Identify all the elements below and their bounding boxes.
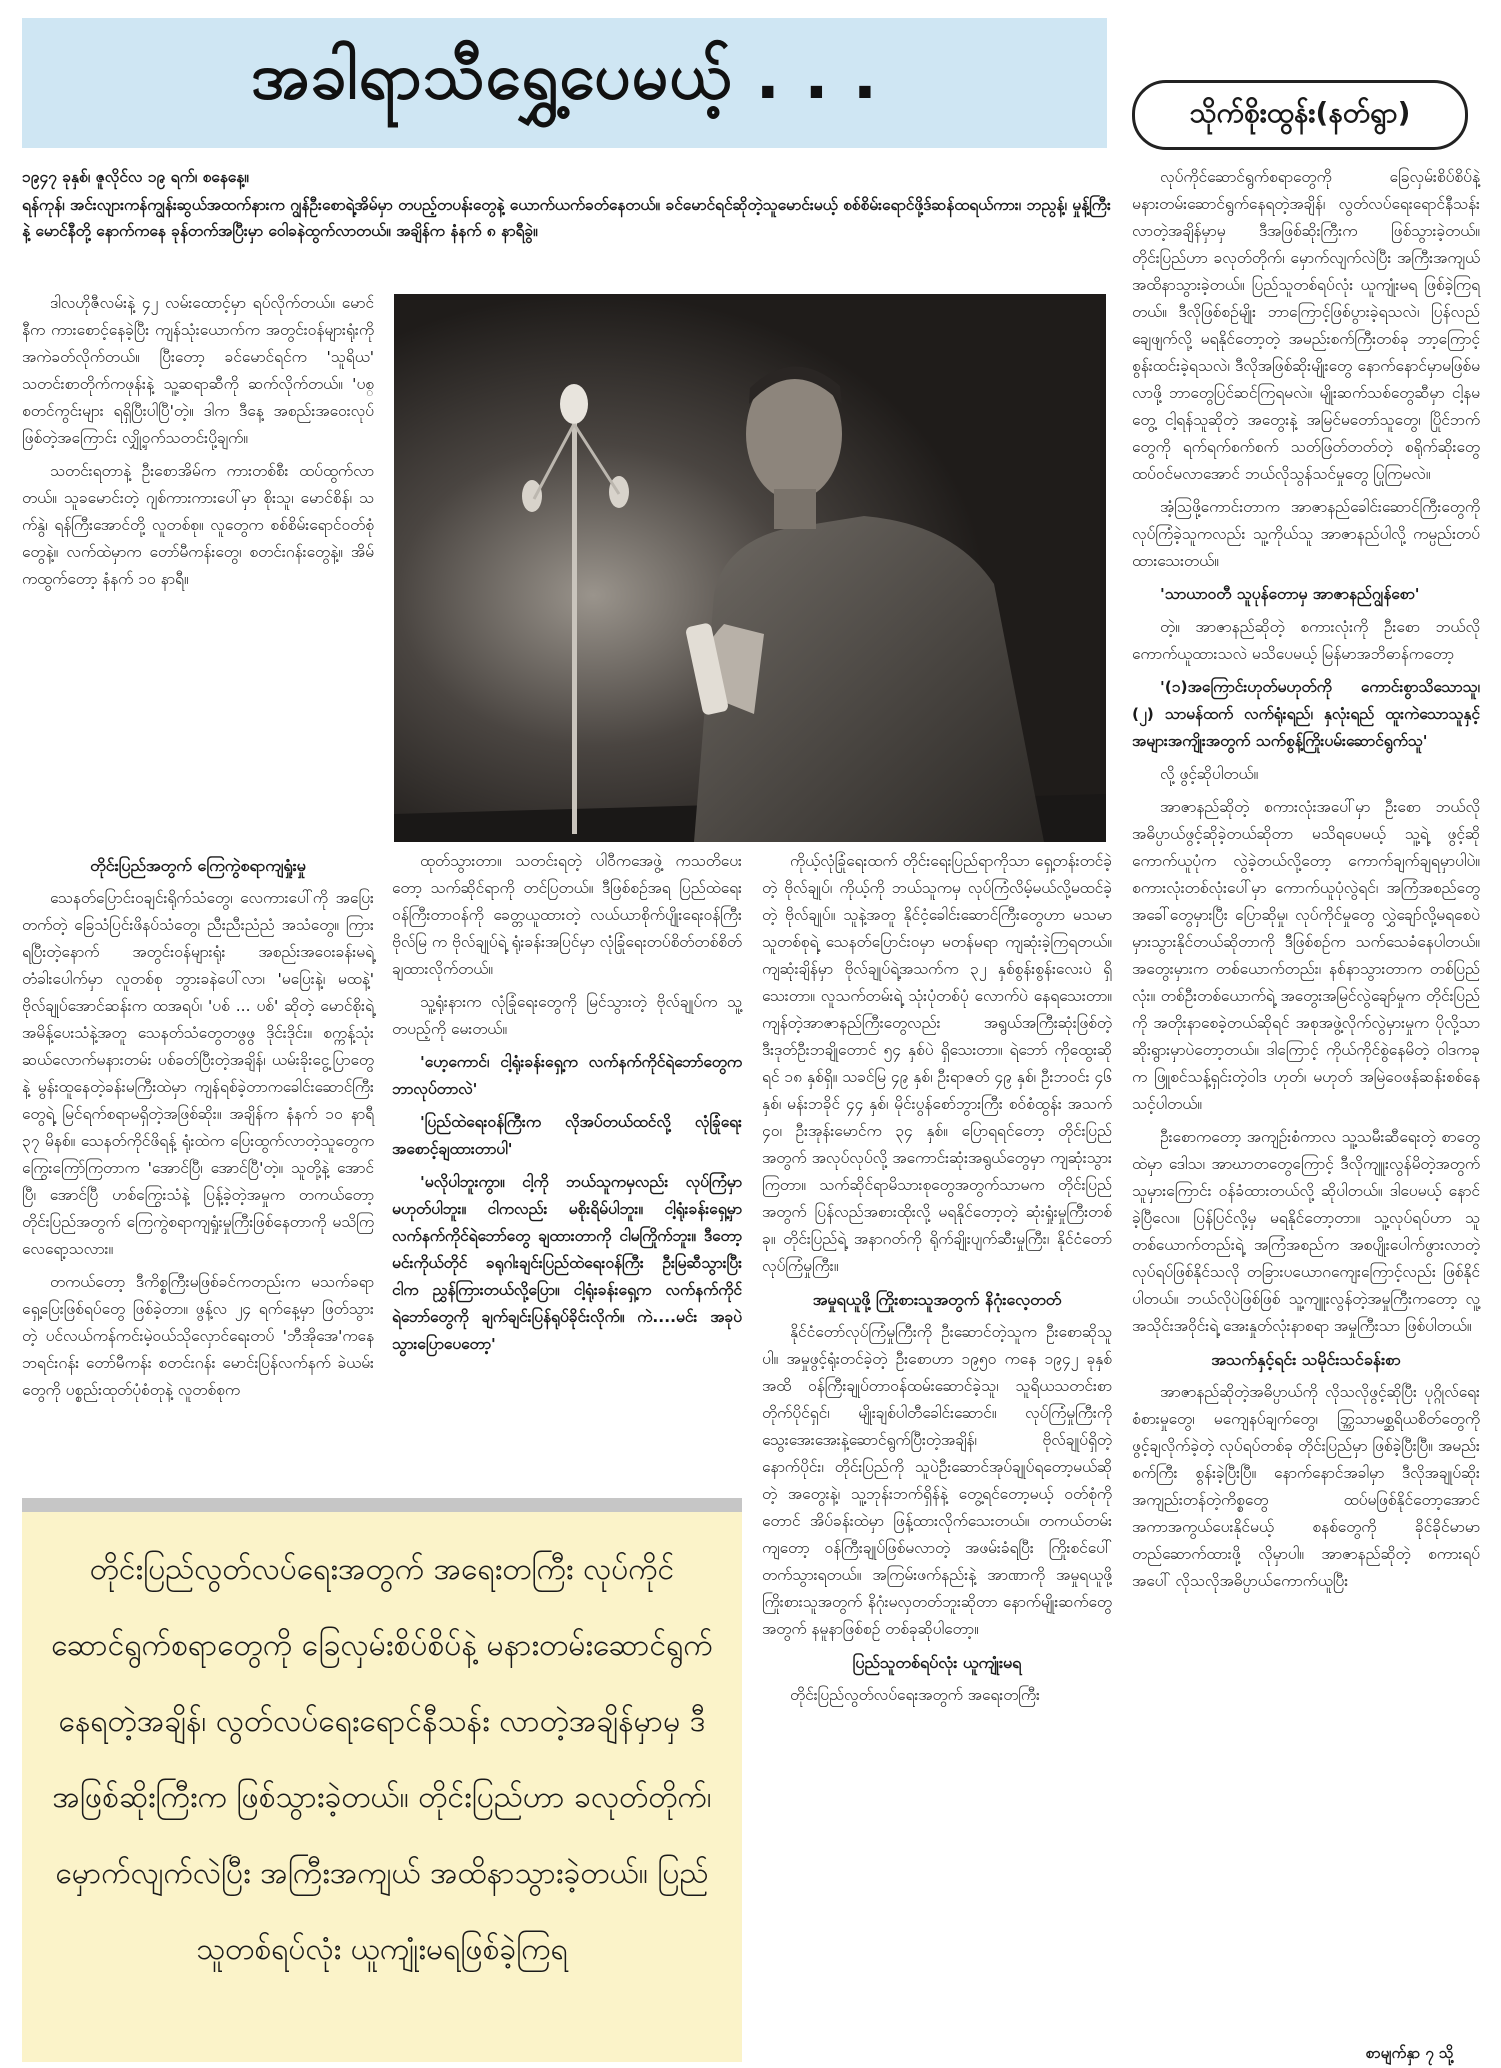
col1-paragraph-3: သေနတ်ပြောင်းဝချင်းရိုက်သံတွေ၊ လေကားပေါ်ကို အပြေးတက်တဲ့ ခြေသံပြင်းဖိနပ်သံတွေ၊ ညီးညီးညံညံ အသံတွေ။ ကြားရပြီးတဲ့နောက် အတွင်းဝန်များရုံး အစည်းအဝေးခန်းမရဲ့ တံခါးပေါက်မှာ လူတစ်စု ဘွားခနဲပေါ်လာ၊ 'မပြေးနဲ့၊ မထနဲ့' ဗိုလ်ချုပ်အောင်ဆန်းက ထအရပ်၊ 'ပစ် ... ပစ်' ဆိုတဲ့ မောင်စိုးရဲ့ အမိန့်ပေးသံနဲ့အတူ သေနတ်သံတွေတဖွဖွ ဒိုင်းဒိုင်း။ စက္ကန့်သုံးဆယ်လောက်မနားတမ်း ပစ်ခတ်ပြီးတဲ့အချိန်၊ ယမ်းခိုးငွေ့ပြာတွေနဲ့ မွန်းထူနေတဲ့ခန်းမကြီးထဲမှာ ကျန်ရစ်ခဲ့တာကခေါင်းဆောင်ကြီးတွေရဲ့ မြင်ရက်စရာမရှိတဲ့အဖြစ်ဆိုး။ အချိန်က နံနက် ၁၀ နာရီ ၃၇ မိနစ်။ သေနတ်ကိုင်ဖိရန့် ရုံးထဲက ပြေးထွက်လာတဲ့သူတွေက ကြွေးကြော်ကြတာက 'အောင်ပြီ၊ အောင်ပြီ'တဲ့။ သူတို့နဲ့ အောင်ပြီ၊ အောင်ပြီ ဟစ်ကြွေးသံနဲ့ ပြန့်ခဲ့တဲ့အမှုက တကယ်တော့ တိုင်းပြည်အတွက် ကြေကွဲစရာကျရှုံးမှုကြီးဖြစ်နေတာကို မသိကြလေရော့သလား။ xyxy=(22,889,374,1258)
pull-quote-text: တိုင်းပြည်လွတ်လပ်ရေးအတွက် အရေးတကြီး လုပ်ကိုင်ဆောင်ရွက်စရာတွေကို ခြေလှမ်းစိပ်စိပ်နဲ့ မနားတမ်းဆောင်ရွက်နေရတဲ့အချိန်၊ လွတ်လပ်ရေးရောင်နီသန်း လာတဲ့အချိန်မှာမှ ဒီအဖြစ်ဆိုးကြီးက ဖြစ်သွားခဲ့တယ်။ တိုင်းပြည်ဟာ ခလုတ်တိုက်၊ မှောက်လျက်လဲပြီး အကြီးအကျယ် အထိနာသွားခဲ့တယ်။ ပြည်သူတစ်ရပ်လုံး ယူကျုံးမရဖြစ်ခဲ့ကြရ xyxy=(51,1552,713,1967)
column-3 xyxy=(762,848,1112,1715)
col3-paragraph-1: ကိုယ့်လုံခြုံရေးထက် တိုင်းရေးပြည်ရာကိုသာ ရှေ့တန်းတင်ခဲ့တဲ့ ဗိုလ်ချုပ်၊ ကိုယ့်ကို ဘယ်သူကမှ လုပ်ကြံလိမ့်မယ်လို့မထင်ခဲ့တဲ့ ဗိုလ်ချုပ်။ သူနဲ့အတူ နိုင်ငံ့ခေါင်းဆောင်ကြီးတွေဟာ မသမာသူတစ်စုရဲ့ သေနတ်ပြောင်းဝမှာ မတန်မရာ ကျဆုံးခဲ့ကြရတယ်။ ကျဆုံးချိန်မှာ ဗိုလ်ချုပ်ရဲ့အသက်က ၃၂ နှစ်စွန်းစွန်းလေးပဲ ရှိသေးတာ။ လူသက်တမ်းရဲ့ သုံးပုံတစ်ပုံ လောက်ပဲ နေရသေးတာ။ ကျန်တဲ့အာဇာနည်ကြီးတွေလည်း အရွယ်အကြီးဆုံးဖြစ်တဲ့ ဒီးဒုတ်ဦးဘချိုတောင် ၅၄ နှစ်ပဲ ရှိသေးတာ။ ရဲဘော် ကိုထွေးဆိုရင် ၁၈ နှစ်ရှိ။ သခင်မြ ၄၉ နှစ်၊ ဦးရာဇတ် ၄၉ နှစ်၊ ဦးဘဝင်း ၄၆ နှစ်၊ မန်းဘခိုင် ၄၄ နှစ်၊ မိုင်းပွန်စော်ဘွားကြီး စဝ်စံထွန်း အသက် ၄၀၊ ဦးအုန်းမောင်က ၃၄ နှစ်။ ပြောရရင်တော့ တိုင်းပြည်အတွက် အလုပ်လုပ်လို့ အကောင်းဆုံးအရွယ်တွေမှာ ကျဆုံးသွားကြတာ။ သက်ဆိုင်ရာမိသားစုတွေအတွက်သာမက တိုင်းပြည်အတွက် ပြန်လည်အစားထိုးလို့ မရနိုင်တော့တဲ့ ဆုံးရှုံးမှုကြီးတစ်ခု။ တိုင်းပြည်ရဲ့ အနာဂတ်ကို ရိုက်ချိုးပျက်ဆီးမှုကြီး၊ နိုင်ငံတော်လုပ်ကြံမှုကြီး။ xyxy=(762,852,1112,1275)
col4-quote-2: '(၁)အကြောင်းဟုတ်မဟုတ်ကို ကောင်းစွာသိသောသူ၊ (၂) သာမန်ထက် လက်ရုံးရည်၊ နှလုံးရည် ထူးကဲသောသူနှင့် အများအကျိုးအတွက် သက်စွန့်ကြိုးပမ်းဆောင်ရွက်သူ' xyxy=(1132,678,1480,750)
col2-paragraph-2: သူ့ရုံးနားက လုံခြုံရေးတွေကို မြင်သွားတဲ့ ဗိုလ်ချုပ်က သူ့တပည့်ကို မေးတယ်။ xyxy=(392,993,742,1038)
historical-photo xyxy=(394,294,1106,842)
col4-paragraph-7: အာဇာနည်ဆိုတဲ့အဓိပ္ပာယ်ကို လိုသလိုဖွင့်ဆိုပြီး ပုဂ္ဂိုလ်ရေးစံစားမှုတွေ၊ မကျေနပ်ချက်တွေ၊ ဘ္ကြသာမစ္ဆရိယစိတ်တွေကို ဖွင့်ချလိုက်ခဲ့တဲ့ လုပ်ရပ်တစ်ခု တိုင်းပြည်မှာ ဖြစ်ခဲ့ပြီးပြီ။ အမည်းစက်ကြီး စွန်းခဲ့ပြီးပြီ။ နောက်နောင်အခါမှာ ဒီလိုအချုပ်ဆိုးအကျည်းတန်တဲ့ကိစ္စတွေ ထပ်မဖြစ်နိုင်တော့အောင် အကာအကွယ်ပေးနိုင်မယ့် စနစ်တွေကို ခိုင်ခိုင်မာမာတည်ဆောက်ထားဖို့ လိုမှာပါ။ အာဇာနည်ဆိုတဲ့ စကားရပ်အပေါ် လိုသလိုအဓိပ္ပာယ်ကောက်ယူပြီး xyxy=(1132,1383,1480,1590)
col2-quote-3: 'မလိုပါဘူးကွာ။ ငါ့ကို ဘယ်သူကမှလည်း လုပ်ကြံမှာမဟုတ်ပါဘူး။ ငါကလည်း မစိုးရိမ်ပါဘူး။ ငါ့ရုံးခန်းရှေ့မှာ လက်နက်ကိုင်ရဲဘော်တွေ ချထားတာကို ငါမကြိုက်ဘူး။ ဒီတော့ မင်းကိုယ်တိုင် ခရုဂါးချင်းပြည်ထဲရေးဝန်ကြီး ဦးမြဆီသွားပြီး ငါက ညွှန်ကြားတယ်လို့ပြော။ ငါ့ရုံးခန်းရှေ့က လက်နက်ကိုင် ရဲဘော်တွေကို ချက်ချင်းပြန်ရုပ်ခိုင်းလိုက်။ ကဲ....မင်း အခုပဲ သွားပြောပေတော့' xyxy=(392,1173,742,1353)
col4-paragraph-6: ဦးစောကတော့ အကျဉ်းစံကာလ သူ့သမီးဆီရေးတဲ့ စာတွေထဲမှာ ဒေါသ၊ အာဃာတတွေကြောင့် ဒီလိုကျူးလွန်မိတဲ့အတွက် သူမှားကြောင်း ဝန်ခံထားတယ်လို့ ဆိုပါတယ်။ ဒါပေမယ့် နောင်ခဲ့ပြီလေ။ ပြန်ပြင်လို့မှ မရနိုင်တော့တာ။ သူ့လုပ်ရပ်ဟာ သူတစ်ယောက်တည်းရဲ့ အကြံအစည်က အစပျိုးပေါက်ဖွားလာတဲ့ လုပ်ရပ်ဖြစ်နိုင်သလို တခြားပယောဂကျေးကြောင့်လည်း ဖြစ်နိုင်ပါတယ်။ ဘယ်လိုပဲဖြစ်ဖြစ် သူ့ကျူးလွန်တဲ့အမှုကြီးကတော့ လူ့အသိုင်းအဝိုင်းရဲ့ အေးနှုတ်လုံးနာစရာ အမှုကြီးသာ ဖြစ်ပါတယ်။ xyxy=(1132,1128,1480,1335)
col3-paragraph-3: တိုင်းပြည်လွတ်လပ်ရေးအတွက် အရေးတကြီး xyxy=(790,1686,1040,1704)
column-1-top xyxy=(22,290,374,599)
dateline: ၁၉၄၇ ခုနှစ်၊ ဇူလိုင်လ ၁၉ ရက်၊ စနေနေ့။ xyxy=(22,168,249,186)
col1-paragraph-4: တကယ်တော့ ဒီကိစ္စကြီးမဖြစ်ခင်ကတည်းက မသက်ခရာ ရှေ့ပြေးဖြစ်ရပ်တွေ ဖြစ်ခဲ့တာ။ ဖွန့်လ ၂၄ ရက်နေ့မှာ ဖြတ်သွားတဲ့ ပင်လယ်ကန်ကင်းမဲ့ဝယ်သိုလှောင်ရေးတပ် 'ဘီအိုအေ'ကနေ ဘရင်းဂန်း တော်မီကန်း စတင်းဂန်း မောင်းပြန်လက်နက် ခဲယမ်းတွေကို ပစ္စည်းထုတ်ပုံစံတုနဲ့ လူတစ်စုက xyxy=(22,1273,374,1399)
col4-paragraph-3: တဲ့။ အာဇာနည်ဆိုတဲ့ စကားလုံးကို ဦးစော ဘယ်လိုကောက်ယူထားသလဲ မသိပေမယ့် မြန်မာအဘိဓာန်ကတော့ xyxy=(1132,618,1480,663)
col2-quote-1: 'ဟေ့ကောင်၊ ငါ့ရုံးခန်းရှေ့က လက်နက်ကိုင်ရဲဘော်တွေက ဘာလုပ်တာလဲ' xyxy=(392,1053,742,1098)
col3-paragraph-2: နိုင်ငံတော်လုပ်ကြံမှုကြီးကို ဦးဆောင်တဲ့သူက ဦးစောဆိုသူပါ။ အမှုဖွင့်ရုံးတင်ခဲ့တဲ့ ဦးစောဟာ ၁၉၅၀ ကနေ ၁၉၄၂ ခုနှစ်အထိ ဝန်ကြီးချုပ်တာဝန်ထမ်းဆောင်ခဲ့သူ၊ သူရိယသတင်းစာတိုက်ပိုင်ရှင်၊ မျိုးချစ်ပါတီခေါင်းဆောင်။ လုပ်ကြံမှုကြီးကို သွေးအေးအေးနဲ့ဆောင်ရွက်ပြီးတဲ့အချိန်၊ ဗိုလ်ချုပ်ရှိတဲ့နောက်ပိုင်း၊ တိုင်းပြည်ကို သူပဲဦးဆောင်အုပ်ချုပ်ရတော့မယ်ဆိုတဲ့ အတွေးနဲ့၊ သူ့ဘုန်းဘက်ရှိန်နဲ့ တွေ့ရင်တော့မယ့် ဝတ်စုံကိုတောင် အိပ်ခန်းထဲမှာ ဖြန့်ထားလိုက်သေးတယ်။ တကယ်တမ်းကျတော့ ဝန်ကြီးချုပ်ဖြစ်မလာတဲ့ အဖမ်းခံရပြီး ကြိုးစင်ပေါ် တက်သွားရတယ်။ အကြမ်းဖက်နည်းနဲ့ အာဏာကို အမှုရယူဖို့ ကြိုးစားသူအတွက် နိဂုံးမလှတတ်ဘူးဆိုတာ နောက်မျိုးဆက်တွေအတွက် နမူနာဖြစ်စဉ် တစ်ခုဆိုပါတော့။ xyxy=(762,1323,1112,1638)
column-2 xyxy=(392,848,742,1364)
speaker-photo-illustration xyxy=(394,294,1106,842)
col4-quote-1: 'သာယာဝတီ သူပုန်တောမှ အာဇာနည်ဂျွန်စော' xyxy=(1160,585,1420,603)
subheading-history-lesson: အသက်နှင့်ရင်း သမိုင်းသင်ခန်းစာ xyxy=(1211,1350,1401,1369)
subheading-grief: ပြည်သူတစ်ရပ်လုံး ယူကျုံးမရ xyxy=(852,1653,1022,1672)
col2-paragraph-1: ထုတ်သွားတာ။ သတင်းရတဲ့ ပါဝီကအေဖွဲ့ ကသတိပေးတော့ သက်ဆိုင်ရာကို တင်ပြတယ်။ ဒီဖြစ်စဉ်အရ ပြည်ထဲရေးဝန်ကြီးတာဝန်ကို ခေတ္တယူထားတဲ့ လယ်ယာစိုက်ပျိုးရေးဝန်ကြီး ဗိုလ်မြ က ဗိုလ်ချုပ်ရဲ့ ရုံးခန်းအပြင်မှာ လုံခြုံရေးတပ်စိတ်တစ်စိတ် ချထားလိုက်တယ်။ xyxy=(392,852,742,978)
column-1-bottom xyxy=(22,846,374,1410)
col2-quote-2: 'ပြည်ထဲရေးဝန်ကြီးက လိုအပ်တယ်ထင်လို့ လုံခြုံရေးအစောင့်ချထားတာပါ' xyxy=(392,1113,742,1158)
subheading-fate: အမှုရယူဖို့ ကြိုးစားသူအတွက် နိဂုံးလေ့တတ် xyxy=(812,1290,1062,1309)
col4-paragraph-5: အာဇာနည်ဆိုတဲ့ စကားလုံးအပေါ်မှာ ဦးစော ဘယ်လိုအဓိပ္ပာယ်ဖွင့်ဆိုခဲ့တယ်ဆိုတာ မသိရပေမယ့် သူ့ရဲ့ ဖွင့်ဆိုကောက်ယူပုံက လွဲခဲ့တယ်လို့တော့ ကောက်ချက်ချရမှာပါပဲ။ စကားလုံးတစ်လုံးပေါ်မှာ ကောက်ယူပုံလွဲရင်၊ အကြံအစည်တွေ အခေါ်တွေမှားပြီး ပြောဆိုမှု၊ လုပ်ကိုင်မှုတွေ လွှဲချော်လို့မရစေပဲ မှားသွားနိုင်တယ်ဆိုတာကို ဒီဖြစ်စဉ်က သက်သေခံနေပါတယ်။ အတွေးမှားက တစ်ယောက်တည်း၊ နစ်နာသွားတာက တစ်ပြည်လုံး။ တစ်ဦးတစ်ယောက်ရဲ့ အတွေးအမြင်လွဲချော်မှုက တိုင်းပြည်ကို အတိုးနာစေခဲ့တယ်ဆိုရင် အစုအဖွဲ့လိုက်လွဲမှားမှုက ပိုလို့သာ ဆိုးရွားမှာပဲတော့တယ်။ ဒါကြောင့် ကိုယ်ကိုင်စွဲနေမိတဲ့ ဝါဒကခုက ဖြူစင်သန့်ရှင်းတဲ့ဝါဒ ဟုတ်၊ မဟုတ် အမြဲဝေဖန်ဆန်းစစ်နေသင့်ပါတယ်။ xyxy=(1132,798,1480,1113)
pull-quote-box xyxy=(22,1498,742,2062)
continued-on-page[interactable]: စာမျက်နှာ ၇ သို့ xyxy=(1366,2044,1454,2062)
col4-paragraph-2: အံ့သြဖို့ကောင်းတာက အာဇာနည်ခေါင်းဆောင်ကြီးတွေကို လုပ်ကြံခဲ့သူကလည်း သူ့ကိုယ်သူ အာဇာနည်ပါလို့ ကမ္ပည်းတပ်ထားသေးတယ်။ xyxy=(1132,498,1480,570)
headline-banner xyxy=(22,18,1107,148)
author-byline: သိုက်စိုးထွန်း(နတ်ရွာ) xyxy=(1132,80,1468,150)
col4-paragraph-1: လုပ်ကိုင်ဆောင်ရွက်စရာတွေကို ခြေလှမ်းစိပ်စိပ်နဲ့ မနားတမ်းဆောင်ရွက်နေရတဲ့အချိန်၊ လွတ်လပ်ရေးရောင်နီသန်းလာတဲ့အချိန်မှာမှ ဒီအဖြစ်ဆိုးကြီးက ဖြစ်သွားခဲ့တယ်။ တိုင်းပြည်ဟာ ခလုတ်တိုက်၊ မှောက်လျက်လဲပြီး အကြီးအကျယ် အထိနာသွားခဲ့တယ်။ ပြည်သူတစ်ရပ်လုံး ယူကျုံးမရ ဖြစ်ခဲ့ကြရတယ်။ ဒီလိုဖြစ်စဉ်မျိုး ဘာကြောင့်ဖြစ်ပွားခဲ့ရသလဲ၊ ပြန်လည်ချေဖျက်လို့ မရနိုင်တော့တဲ့ အမည်းစက်ကြီးတစ်ခု ဘာ့ကြောင့်စွန်းထင်းခဲ့ရသလဲ၊ ဒီလိုအဖြစ်ဆိုးမျိုးတွေ နောက်နောင်မှာမဖြစ်မလာဖို့ ဘာတွေပြင်ဆင်ကြရမလဲ။ မျိုးဆက်သစ်တွေဆီမှာ ငါ့နမတွေ့ ငါ့ရန်သူဆိုတဲ့ အတွေးနဲ့ အမြင်မတော်သူတွေ၊ ပြိုင်ဘက်တွေကို ရက်ရက်စက်စက် သတ်ဖြတ်တတ်တဲ့ စရိုက်ဆိုးတွေ ထပ်ဝင်မလာအောင် ဘယ်လိုသွန်သင်မှုတွေ ပြုကြမလဲ။ xyxy=(1132,168,1480,483)
col1-paragraph-1: ဒါလဟိုဇီလမ်းနဲ့ ၄၂ လမ်းထောင့်မှာ ရပ်လိုက်တယ်။ မောင်နီက ကားစောင့်နေခဲ့ပြီး ကျန်သုံးယောက်က အတွင်းဝန်များရုံးကို အကဲခတ်လိုက်တယ်။ ပြီးတော့ ခင်မောင်ရင်က 'သူရိယ' သတင်းစာတိုက်ကဖုန်းနဲ့ သူ့ဆရာဆီကို ဆက်လိုက်တယ်။ 'ပစ္စတင်ကွင်းများ ရရှိပြီးပါပြီ'တဲ့။ ဒါက ဒီနေ့ အစည်းအဝေးလုပ်ဖြစ်တဲ့အကြောင်း လျှို့ဝှက်သတင်းပို့ချက်။ xyxy=(22,294,374,447)
intro-block xyxy=(22,164,1112,246)
col4-paragraph-4: လို့ ဖွင့်ဆိုပါတယ်။ xyxy=(1160,765,1259,783)
column-4 xyxy=(1132,164,1480,1601)
subheading-tragic-loss: တိုင်းပြည်အတွက် ကြေကွဲစရာကျရှုံးမှု xyxy=(90,856,306,875)
lead-paragraph: ရန်ကုန်၊ အင်းလျားကန်ကျွန်းဆွယ်အထက်နားက ဂျွန်ဦးစောရဲ့အိမ်မှာ တပည့်တပန်းတွေနဲ့ ယောက်ယက်ခတ်နေတယ်။ ခင်မောင်ရင်ဆိုတဲ့သူမောင်းမယ့် စစ်စိမ်းရောင်ဖို့ဒ်ဆန်ထရယ်ကား၊ ဘညွန့်၊ မှုန့်ကြီးနဲ့ မောင်နီတို့ နောက်ကနေ ခုန်တက်အပြီးမှာ ဝေါခနဲထွက်လာတယ်။ အချိန်က နံနက် ၈ နာရီခွဲ။ xyxy=(22,196,1111,240)
headline-title: အခါရာသီရွှေ့ပေမယ့် . . . xyxy=(250,40,879,114)
col1-paragraph-2: သတင်းရတာနဲ့ ဦးစောအိမ်က ကားတစ်စီး ထပ်ထွက်လာတယ်။ သူခမောင်းတဲ့ ဂျစ်ကားကားပေါ်မှာ စိုးသူ၊ မောင်စိန်၊ သက်နွဲ၊ ရန်ကြီးအောင်တို့ လူတစ်စု။ လူတွေက စစ်စိမ်းရောင်ဝတ်စုံတွေနဲ့။ လက်ထဲမှာက တော်မီကန်းတွေ၊ စတင်းဂန်းတွေနဲ့။ အိမ်ကထွက်တော့ နံနက် ၁၀ နာရီ။ xyxy=(22,462,374,588)
